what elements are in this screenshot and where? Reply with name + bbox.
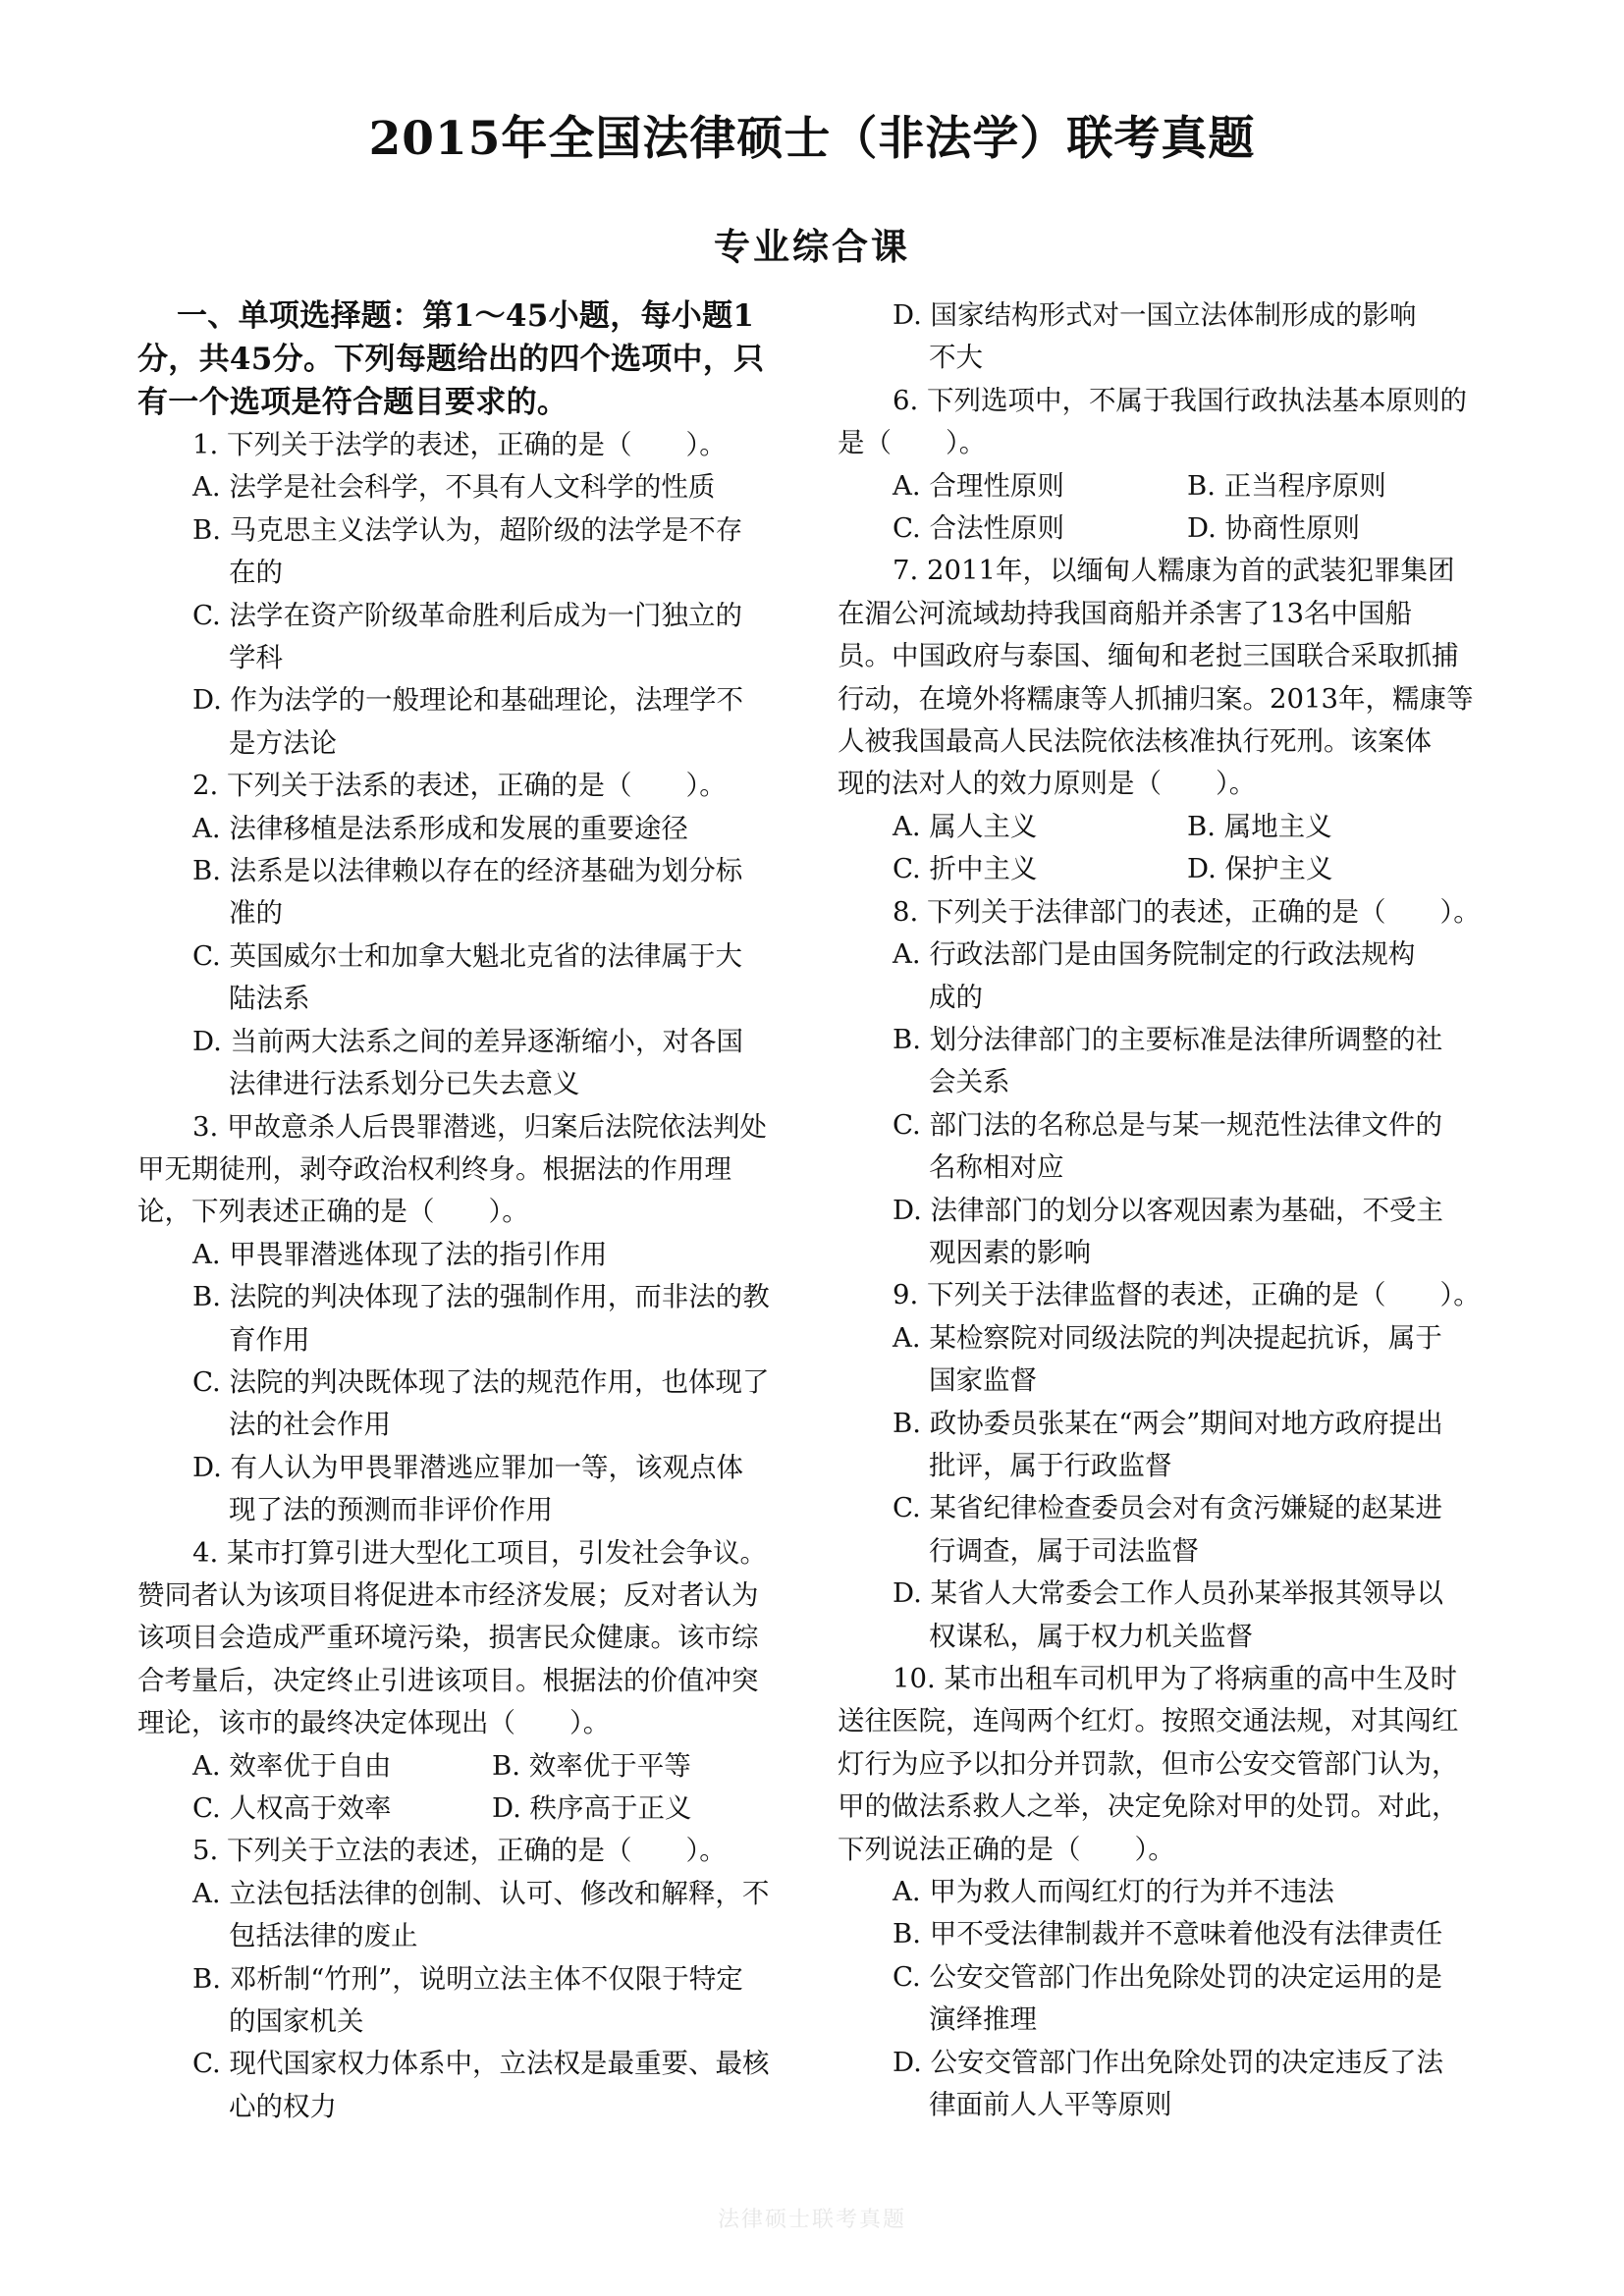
question-stem-cont: 现的法对人的效力原则是（ ）。: [838, 768, 1257, 800]
question-stem-cont: 甲的做法系救人之举，决定免除对甲的处罚。对此，: [838, 1790, 1459, 1823]
question-5: [137, 1830, 785, 2128]
right-column: [838, 294, 1486, 2126]
question-stem-cont: 送往医院，连闯两个红灯。按照交通法规，对其闯红: [838, 1705, 1459, 1737]
option-b: B. 法系是以法律赖以存在的经济基础为划分标: [192, 855, 743, 887]
option-b: B. 属地主义: [1187, 810, 1332, 842]
option-a: A. 甲为救人而闯红灯的行为并不违法: [893, 1876, 1334, 1908]
option-c-cont: 名称相对应: [929, 1151, 1064, 1184]
question-stem-cont: 合考量后，决定终止引进该项目。根据法的价值冲突: [137, 1664, 759, 1696]
question-stem-cont: 论，下列表述正确的是（ ）。: [137, 1196, 529, 1228]
option-c-cont: 心的权力: [229, 2090, 337, 2122]
question-stem-cont: 员。中国政府与泰国、缅甸和老挝三国联合采取抓捕: [838, 640, 1459, 672]
option-c: C. 现代国家权力体系中，立法权是最重要、最核: [192, 2048, 770, 2080]
option-b: B. 政协委员张某在“两会”期间对地方政府提出: [893, 1407, 1443, 1439]
option-b-cont: 准的: [229, 897, 283, 930]
question-stem: 10. 某市出租车司机甲为了将病重的高中生及时: [893, 1663, 1457, 1694]
option-d-cont: 现了法的预测而非评价作用: [229, 1494, 553, 1526]
question-stem-cont: 在湄公河流域劫持我国商船并杀害了13名中国船: [838, 597, 1412, 629]
option-d: D. 秩序高于正义: [492, 1792, 692, 1824]
option-d: D. 当前两大法系之间的差异逐渐缩小，对各国: [192, 1025, 744, 1057]
option-row: [838, 806, 1486, 848]
question-stem-cont: 甲无期徒刑，剥夺政治权利终身。根据法的作用理: [137, 1152, 731, 1185]
option-row: [137, 1745, 785, 1788]
option-c: C. 公安交管部门作出免除处罚的决定运用的是: [893, 1960, 1443, 1993]
question-stem-cont: 灯行为应予以扣分并罚款，但市公安交管部门认为，: [838, 1747, 1459, 1780]
option-a: A. 行政法部门是由国务院制定的行政法规构: [893, 938, 1416, 971]
question-stem: 9. 下列关于法律监督的表述，正确的是（ ）。: [893, 1279, 1481, 1311]
question-stem-cont: 行动，在境外将糯康等人抓捕归案。2013年，糯康等: [838, 682, 1474, 715]
option-a-cont: 国家监督: [929, 1364, 1037, 1397]
option-d-cont: 律面前人人平等原则: [929, 2089, 1172, 2121]
question-stem-cont: 人被我国最高人民法院依法核准执行死刑。该案体: [838, 725, 1432, 758]
question-3: [137, 1106, 785, 1532]
option-d: D. 某省人大常委会工作人员孙某举报其领导以: [893, 1577, 1444, 1610]
option-d-cont: 观因素的影响: [929, 1236, 1091, 1268]
option-b: B. 马克思主义法学认为，超阶级的法学是不存: [192, 513, 743, 546]
option-b-cont: 育作用: [229, 1323, 310, 1356]
question-2: [137, 765, 785, 1105]
option-a: A. 效率优于自由: [192, 1749, 392, 1782]
option-c: C. 合法性原则: [893, 512, 1065, 545]
option-d-cont: 权谋私，属于权力机关监督: [929, 1620, 1253, 1652]
option-row: [838, 848, 1486, 890]
option-c: C. 某省纪律检查委员会对有贪污嫌疑的赵某进: [893, 1492, 1443, 1524]
question-1: [137, 424, 785, 765]
question-10: [838, 1658, 1486, 2126]
option-a: A. 合理性原则: [893, 469, 1064, 502]
option-b: B. 法院的判决体现了法的强制作用，而非法的教: [192, 1281, 770, 1313]
option-a-cont: 包括法律的废止: [229, 1920, 418, 1952]
option-c-cont: 法的社会作用: [229, 1409, 391, 1441]
option-b-cont: 批评，属于行政监督: [929, 1449, 1172, 1481]
option-a: A. 法学是社会科学，不具有人文科学的性质: [192, 471, 716, 504]
question-stem: 5. 下列关于立法的表述，正确的是（ ）。: [192, 1835, 727, 1867]
page-footer-watermark: 法律硕士联考真题: [717, 2208, 906, 2232]
option-b: B. 划分法律部门的主要标准是法律所调整的社: [893, 1023, 1443, 1055]
option-c-cont: 学科: [229, 642, 283, 674]
option-b: B. 正当程序原则: [1187, 469, 1386, 502]
question-stem-cont: 该项目会造成严重环境污染，损害民众健康。该市综: [137, 1622, 759, 1654]
question-stem: 1. 下列关于法学的表述，正确的是（ ）。: [192, 429, 727, 460]
section-heading: [137, 294, 785, 424]
option-b-cont: 在的: [229, 557, 283, 589]
question-stem-cont: 理论，该市的最终决定体现出（ ）。: [137, 1707, 611, 1739]
question-stem-cont: 是（ ）。: [838, 427, 987, 459]
option-c: C. 折中主义: [893, 853, 1038, 885]
question-stem: 8. 下列关于法律部门的表述，正确的是（ ）。: [893, 895, 1481, 928]
option-d-cont: 不大: [929, 342, 983, 374]
option-row: [838, 507, 1486, 550]
option-d: D. 法律部门的划分以客观因素为基础，不受主: [893, 1194, 1444, 1226]
option-c: C. 法学在资产阶级革命胜利后成为一门独立的: [192, 599, 743, 631]
option-b: B. 邓析制“竹刑”，说明立法主体不仅限于特定: [192, 1962, 743, 1995]
question-9: [838, 1274, 1486, 1658]
section-heading-line: 分，共45分。下列每题给出的四个选项中，只: [137, 342, 765, 377]
left-column: [137, 294, 785, 2128]
page-title: 2015年全国法律硕士（非法学）联考真题: [368, 112, 1256, 166]
question-stem: 3. 甲故意杀人后畏罪潜逃，归案后法院依法判处: [192, 1110, 767, 1143]
page-subtitle: 专业综合课: [714, 225, 910, 268]
section-heading-line: 一、单项选择题：第1～45小题，每小题1: [177, 298, 755, 334]
question-stem: 2. 下列关于法系的表述，正确的是（ ）。: [192, 770, 727, 802]
option-c-cont: 演绎推理: [929, 2003, 1037, 2036]
option-c: C. 人权高于效率: [192, 1792, 392, 1824]
option-a: A. 属人主义: [893, 810, 1038, 842]
option-b: B. 甲不受法律制裁并不意味着他没有法律责任: [893, 1918, 1443, 1950]
option-d: D. 作为法学的一般理论和基础理论，法理学不: [192, 684, 744, 717]
option-d-cont: 法律进行法系划分已失去意义: [229, 1068, 580, 1100]
option-d: D. 有人认为甲畏罪潜逃应罪加一等，该观点体: [192, 1451, 744, 1483]
option-c: C. 法院的判决既体现了法的规范作用，也体现了: [192, 1365, 770, 1398]
question-5-option-d: [838, 294, 1486, 380]
question-4: [137, 1532, 785, 1831]
option-b-cont: 会关系: [929, 1066, 1010, 1098]
option-a: A. 法律移植是法系形成和发展的重要途径: [192, 812, 688, 844]
question-stem: 7. 2011年，以缅甸人糯康为首的武装犯罪集团: [893, 555, 1455, 587]
question-8: [838, 891, 1486, 1275]
option-c-cont: 行调查，属于司法监督: [929, 1534, 1199, 1567]
option-row: [838, 465, 1486, 507]
question-stem-cont: 下列说法正确的是（ ）。: [838, 1833, 1175, 1865]
option-row: [137, 1788, 785, 1830]
option-a-cont: 成的: [929, 981, 983, 1013]
question-stem: 4. 某市打算引进大型化工项目，引发社会争议。: [192, 1536, 767, 1569]
option-d-cont: 是方法论: [229, 726, 337, 759]
option-c-cont: 陆法系: [229, 983, 310, 1015]
question-stem-cont: 赞同者认为该项目将促进本市经济发展；反对者认为: [137, 1578, 759, 1611]
option-c: C. 部门法的名称总是与某一规范性法律文件的: [893, 1108, 1443, 1141]
option-c: C. 英国威尔士和加拿大魁北克省的法律属于大: [192, 939, 743, 972]
option-b: B. 效率优于平等: [492, 1749, 691, 1782]
option-a: A. 立法包括法律的创制、认可、修改和解释，不: [192, 1877, 770, 1909]
question-stem: 6. 下列选项中，不属于我国行政执法基本原则的: [893, 384, 1467, 416]
question-7: [838, 550, 1486, 890]
option-d: D. 公安交管部门作出免除处罚的决定违反了法: [893, 2046, 1444, 2078]
option-a: A. 某检察院对同级法院的判决提起抗诉，属于: [893, 1321, 1442, 1354]
option-a: A. 甲畏罪潜逃体现了法的指引作用: [192, 1238, 608, 1270]
option-b-cont: 的国家机关: [229, 2005, 364, 2038]
question-6: [838, 380, 1486, 551]
option-d: D. 国家结构形式对一国立法体制形成的影响: [893, 299, 1417, 331]
option-d: D. 保护主义: [1187, 853, 1333, 885]
section-heading-line: 有一个选项是符合题目要求的。: [137, 385, 568, 420]
option-d: D. 协商性原则: [1187, 512, 1361, 545]
